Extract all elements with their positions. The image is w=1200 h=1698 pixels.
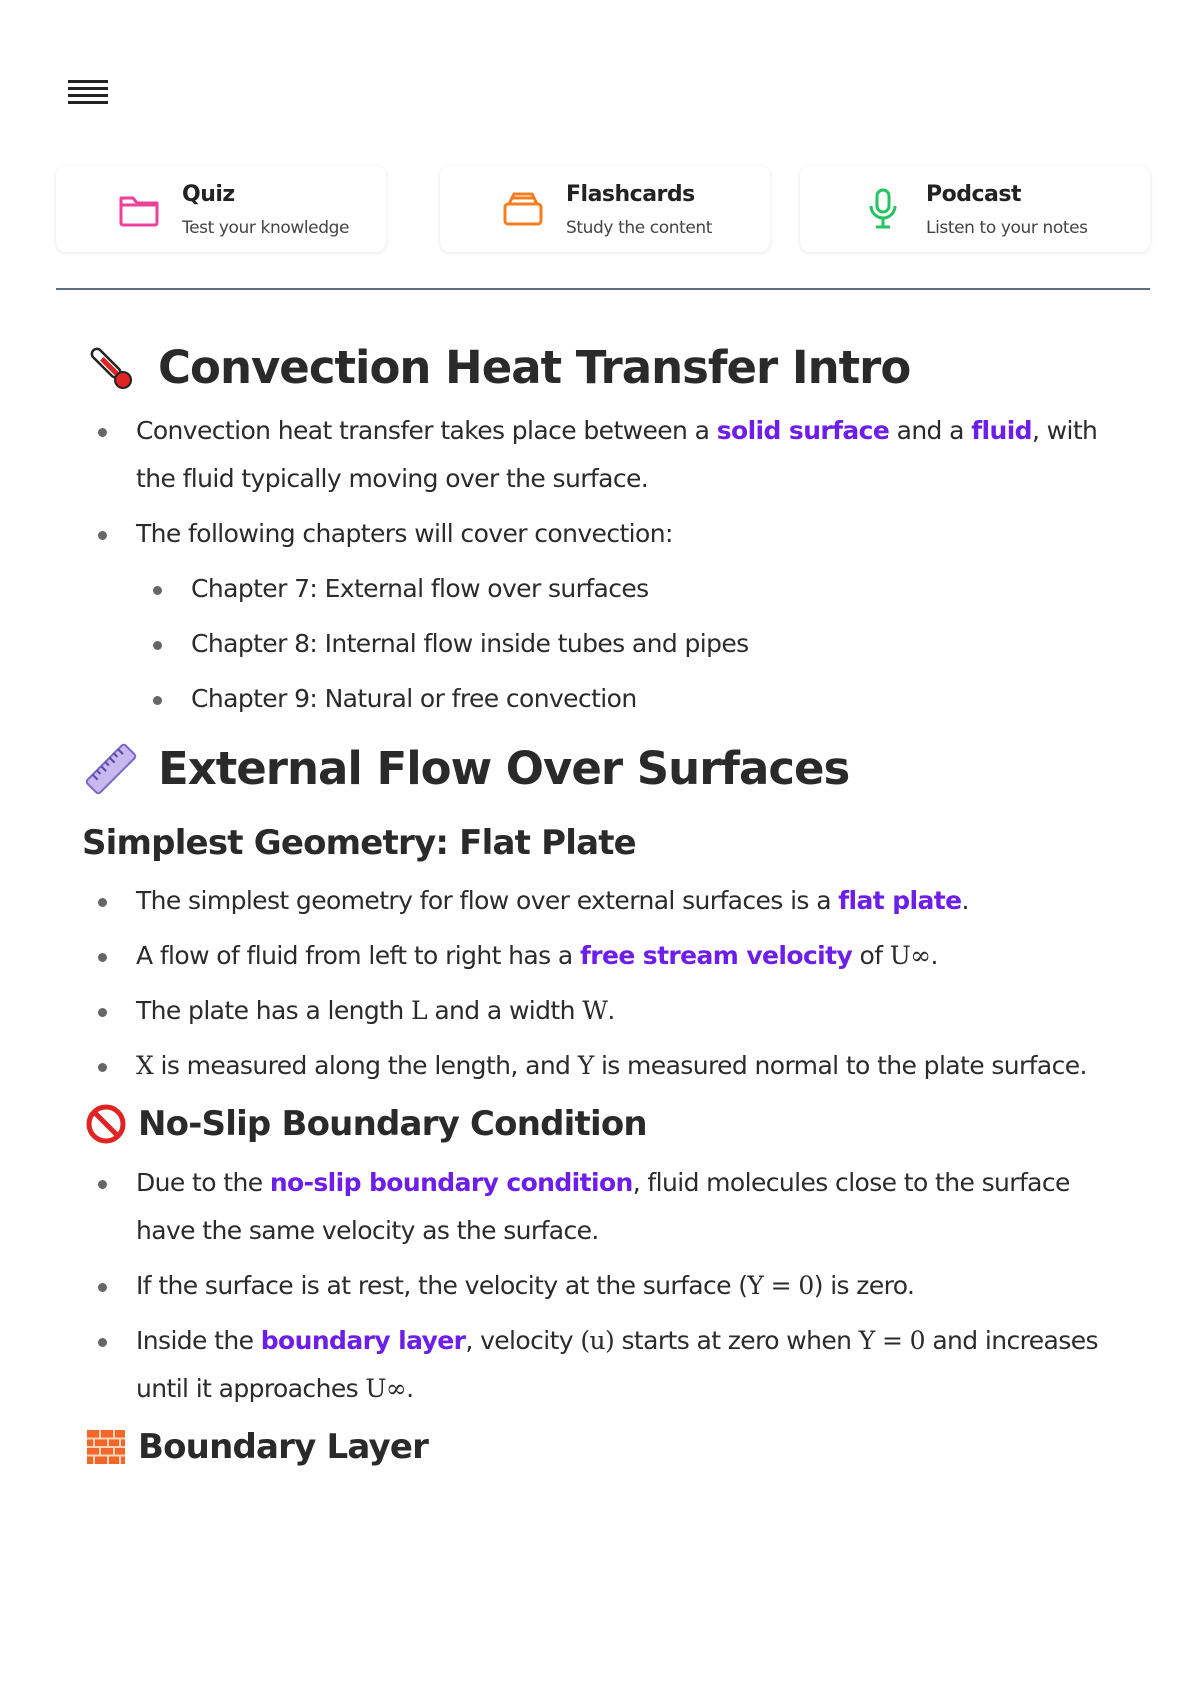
subsection-title: No-Slip Boundary Condition <box>138 1104 647 1144</box>
list-item <box>56 1042 1150 1090</box>
text: Convection heat transfer takes place between a <box>136 416 717 445</box>
subsection-heading <box>84 1097 1150 1151</box>
subsection-title: Boundary Layer <box>138 1427 429 1467</box>
list-item <box>56 1317 1150 1413</box>
math-expression: L <box>410 996 427 1025</box>
text: . <box>961 886 969 915</box>
text: and increases until it approaches <box>136 1326 1098 1403</box>
list-item: The following chapters will cover convection: <box>56 510 1150 558</box>
text: . <box>930 941 938 970</box>
math-expression: Y <box>577 1051 594 1080</box>
section-list <box>56 1159 1150 1413</box>
math-expression: W <box>582 996 608 1025</box>
math-expression: U∞ <box>889 941 931 970</box>
math-expression: (u) <box>580 1326 615 1355</box>
flashcards-subtitle: Study the content <box>566 218 713 238</box>
text: is measured along the length, and <box>153 1051 578 1080</box>
text: starts at zero when <box>614 1326 859 1355</box>
thermometer-icon <box>84 341 138 395</box>
divider <box>56 288 1150 290</box>
podcast-card[interactable] <box>800 166 1150 252</box>
list-item: Chapter 8: Internal flow inside tubes and pipes <box>56 620 1150 668</box>
text: If the surface is at rest, the velocity at the surface ( <box>136 1271 748 1300</box>
text: of <box>852 941 890 970</box>
quiz-card[interactable] <box>56 166 386 252</box>
text: . <box>607 996 615 1025</box>
list-item <box>56 932 1150 980</box>
math-expression: U∞ <box>365 1374 407 1403</box>
flashcards-card[interactable] <box>440 166 770 252</box>
list-item <box>56 1262 1150 1310</box>
flashcards-title: Flashcards <box>566 182 695 207</box>
card-stack-icon <box>500 186 546 232</box>
highlight-term[interactable]: solid surface <box>716 416 890 445</box>
text: , with the fluid typically moving over the surface. <box>136 416 1098 493</box>
highlight-term[interactable]: boundary layer <box>260 1326 466 1355</box>
text: ) is zero. <box>813 1271 915 1300</box>
ruler-icon <box>84 742 138 796</box>
text: Inside the <box>136 1326 261 1355</box>
section-title: Convection Heat Transfer Intro <box>158 341 911 394</box>
folder-icon <box>116 186 162 232</box>
prohibited-icon <box>84 1102 128 1146</box>
quiz-subtitle: Test your knowledge <box>182 218 350 238</box>
list-item <box>56 877 1150 925</box>
highlight-term[interactable]: no-slip boundary condition <box>269 1168 633 1197</box>
subsection-heading <box>84 1420 1150 1474</box>
brick-wall-icon <box>84 1425 128 1469</box>
section-list <box>56 877 1150 1090</box>
list-item: Chapter 7: External flow over surfaces <box>56 565 1150 613</box>
text: and a width <box>426 996 583 1025</box>
highlight-term[interactable]: flat plate <box>838 886 962 915</box>
text: , velocity <box>465 1326 581 1355</box>
notes-content <box>56 300 1150 1474</box>
list-item <box>56 987 1150 1035</box>
text: is measured normal to the plate surface. <box>593 1051 1087 1080</box>
study-tools <box>56 166 1150 254</box>
section-heading <box>84 336 1150 400</box>
math-expression: X <box>136 1051 154 1080</box>
podcast-title: Podcast <box>926 182 1021 207</box>
text: The plate has a length <box>136 996 411 1025</box>
quiz-title: Quiz <box>182 182 235 207</box>
menu-icon[interactable] <box>68 80 108 110</box>
list-item: Chapter 9: Natural or free convection <box>56 675 1150 723</box>
highlight-term[interactable]: fluid <box>971 416 1032 445</box>
list-item <box>56 407 1150 503</box>
math-expression: Y = 0 <box>858 1326 925 1355</box>
text: The simplest geometry for flow over external surfaces is a <box>136 886 839 915</box>
list-item <box>56 1159 1150 1255</box>
section-heading <box>84 737 1150 801</box>
text: A flow of fluid from left to right has a <box>136 941 580 970</box>
podcast-subtitle: Listen to your notes <box>926 218 1088 238</box>
text: and a <box>889 416 972 445</box>
section-title: External Flow Over Surfaces <box>158 742 850 795</box>
subsection-title: Simplest Geometry: Flat Plate <box>82 823 636 863</box>
text: . <box>406 1374 414 1403</box>
text: Due to the <box>136 1168 270 1197</box>
math-expression: Y = 0 <box>747 1271 814 1300</box>
microphone-icon <box>860 186 906 232</box>
section-list <box>56 407 1150 723</box>
highlight-term[interactable]: free stream velocity <box>579 941 853 970</box>
text: , fluid molecules close to the surface have the same velocity as the surface. <box>136 1168 1070 1245</box>
